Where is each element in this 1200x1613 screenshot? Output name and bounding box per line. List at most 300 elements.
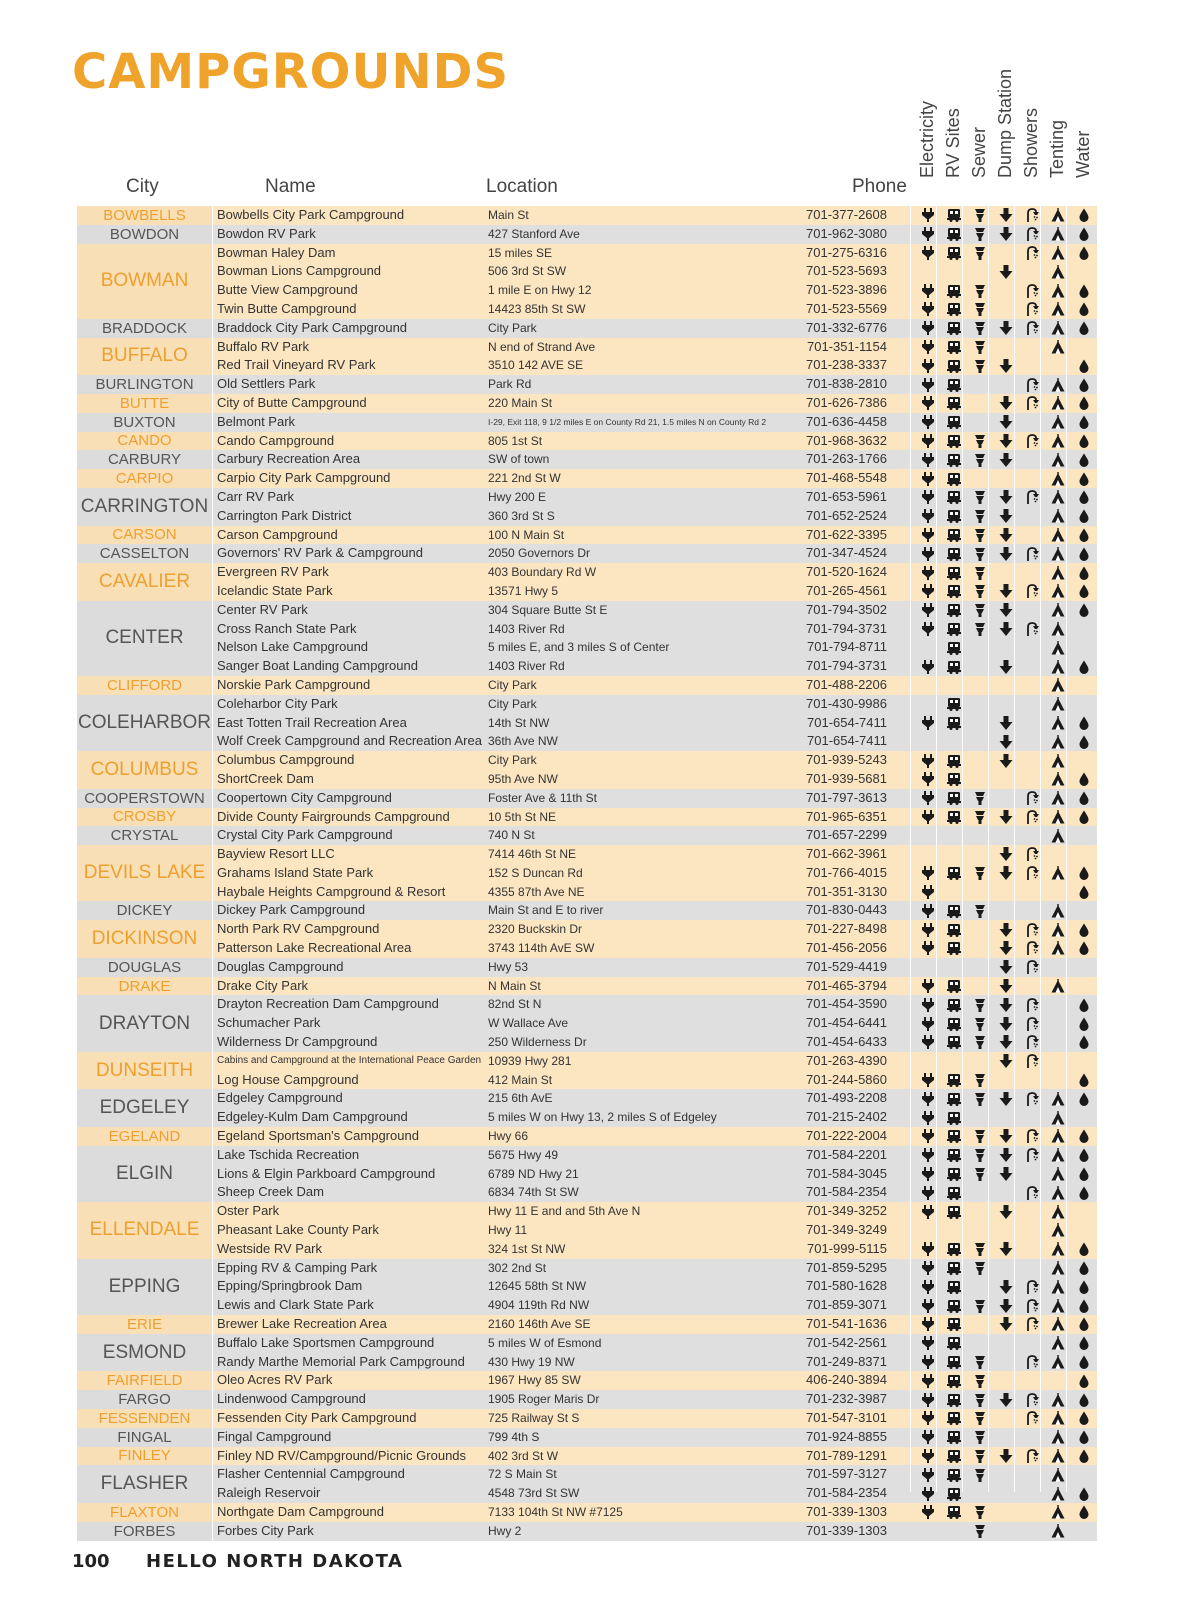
campground-name: Carson Campground (217, 526, 338, 542)
amenity-cell-showers (1019, 338, 1045, 357)
amenity-cell-rv-sites (941, 1390, 967, 1409)
amenity-cell-sewer (967, 1334, 993, 1353)
plug-icon (921, 284, 935, 298)
plug-icon (921, 566, 935, 580)
sewer-icon (973, 1035, 987, 1049)
amenity-cell-water (1071, 1052, 1097, 1071)
table-row (213, 1371, 1097, 1390)
campground-phone: 701-523-3896 (806, 282, 887, 298)
dump-arrow-icon (999, 735, 1013, 749)
amenity-cell-water (1071, 845, 1097, 864)
amenity-cell-sewer (967, 1296, 993, 1315)
amenity-cell-showers (1019, 319, 1045, 338)
table-row (213, 789, 1097, 808)
city-group (77, 1052, 1097, 1090)
amenity-cell-electricity (915, 244, 941, 263)
table-row (213, 488, 1097, 507)
amenity-cell-tenting (1045, 206, 1071, 225)
amenity-cell-showers (1019, 1221, 1045, 1240)
campground-phone: 701-541-1636 (806, 1316, 887, 1332)
amenity-cell-tenting (1045, 808, 1071, 827)
table-row (213, 356, 1097, 375)
amenity-cell-sewer (967, 563, 993, 582)
amenity-cell-dump-station (993, 1503, 1019, 1522)
amenity-cell-dump-station (993, 1353, 1019, 1372)
amenity-cell-sewer (967, 526, 993, 545)
city-group (77, 1334, 1097, 1372)
plug-icon (921, 1035, 935, 1049)
amenity-cell-electricity (915, 770, 941, 789)
amenity-cell-dump-station (993, 864, 1019, 883)
dump-arrow-icon (999, 1393, 1013, 1407)
amenity-cell-tenting (1045, 901, 1071, 920)
amenity-cell-dump-station (993, 1296, 1019, 1315)
amenity-cell-sewer (967, 1165, 993, 1184)
amenity-cell-tenting (1045, 281, 1071, 300)
amenity-cell-showers (1019, 1259, 1045, 1278)
sewer-icon (973, 1355, 987, 1369)
tent-icon (1051, 396, 1065, 410)
water-drop-icon (1077, 547, 1091, 561)
campground-name: Wilderness Dr Campground (217, 1034, 378, 1050)
plug-icon (921, 1299, 935, 1313)
amenity-cell-electricity (915, 394, 941, 413)
campground-location: 2160 146th Ave SE (488, 1317, 591, 1332)
amenity-cell-sewer (967, 319, 993, 338)
city-group (77, 695, 1097, 751)
campground-location: 6789 ND Hwy 21 (488, 1166, 579, 1181)
amenity-cell-sewer (967, 901, 993, 920)
rv-icon (947, 697, 961, 711)
amenity-cell-electricity (915, 375, 941, 394)
amenity-cell-tenting (1045, 883, 1071, 902)
sewer-icon (973, 1505, 987, 1519)
campground-location: 12645 58th St NW (488, 1279, 587, 1294)
amenity-cell-sewer (967, 225, 993, 244)
amenity-cell-rv-sites (941, 206, 967, 225)
campground-location: 304 Square Butte St E (488, 602, 608, 617)
tent-icon (1051, 979, 1065, 993)
amenity-cell-showers (1019, 695, 1045, 714)
amenity-cell-rv-sites (941, 356, 967, 375)
dump-arrow-icon (999, 396, 1013, 410)
shower-icon (1025, 490, 1039, 504)
amenity-cell-electricity (915, 1277, 941, 1296)
amenity-cell-sewer (967, 300, 993, 319)
amenity-cell-sewer (967, 920, 993, 939)
plug-icon (921, 396, 935, 410)
city-name: BOWBELLS (77, 206, 212, 225)
amenity-cell-rv-sites (941, 714, 967, 733)
campground-name: Sheep Creek Dam (217, 1184, 324, 1200)
tent-icon (1051, 1167, 1065, 1181)
sewer-icon (973, 566, 987, 580)
amenity-cell-dump-station (993, 262, 1019, 281)
rv-icon (947, 1017, 961, 1031)
amenity-cell-tenting (1045, 1503, 1071, 1522)
amenity-cell-tenting (1045, 488, 1071, 507)
water-drop-icon (1077, 208, 1091, 222)
shower-icon (1025, 1035, 1039, 1049)
city-name: DEVILS LAKE (77, 845, 212, 901)
city-name: BOWMAN (77, 244, 212, 319)
amenity-cell-tenting (1045, 1089, 1071, 1108)
shower-icon (1025, 434, 1039, 448)
amenity-cell-sewer (967, 1202, 993, 1221)
campground-location: 2320 Buckskin Dr (488, 922, 583, 937)
amenity-cell-water (1071, 375, 1097, 394)
amenity-cell-tenting (1045, 563, 1071, 582)
plug-icon (921, 472, 935, 486)
amenity-cell-electricity (915, 319, 941, 338)
water-drop-icon (1077, 1035, 1091, 1049)
column-divider (988, 206, 989, 1492)
amenity-cell-sewer (967, 826, 993, 845)
campground-location: 215 6th AvE (488, 1091, 553, 1106)
plug-icon (921, 1148, 935, 1162)
amenity-cell-tenting (1045, 1146, 1071, 1165)
amenity-cell-water (1071, 1202, 1097, 1221)
amenity-cell-rv-sites (941, 300, 967, 319)
amenity-cell-water (1071, 1277, 1097, 1296)
tent-icon (1051, 227, 1065, 241)
tent-icon (1051, 772, 1065, 786)
campground-location: 4904 119th Rd NW (488, 1298, 590, 1313)
table-row (213, 1183, 1097, 1202)
amenity-cell-dump-station (993, 995, 1019, 1014)
plug-icon (921, 359, 935, 373)
dump-arrow-icon (999, 979, 1013, 993)
amenity-cell-rv-sites (941, 901, 967, 920)
tent-icon (1051, 1317, 1065, 1331)
campground-name: Nelson Lake Campground (217, 639, 369, 655)
amenity-cell-showers (1019, 507, 1045, 526)
amenity-cell-dump-station (993, 413, 1019, 432)
dump-arrow-icon (999, 754, 1013, 768)
plug-icon (921, 340, 935, 354)
city-name: FLASHER (77, 1465, 212, 1503)
amenity-cell-dump-station (993, 507, 1019, 526)
amenity-cell-electricity (915, 225, 941, 244)
shower-icon (1025, 396, 1039, 410)
sewer-icon (973, 453, 987, 467)
amenity-cell-showers (1019, 356, 1045, 375)
table-row (213, 1390, 1097, 1409)
water-drop-icon (1077, 415, 1091, 429)
plug-icon (921, 791, 935, 805)
amenity-cell-tenting (1045, 356, 1071, 375)
amenity-cell-showers (1019, 281, 1045, 300)
city-name: ERIE (77, 1315, 212, 1334)
sewer-icon (973, 1468, 987, 1482)
rv-icon (947, 584, 961, 598)
dump-arrow-icon (999, 1148, 1013, 1162)
amenity-cell-water (1071, 770, 1097, 789)
amenity-cell-showers (1019, 657, 1045, 676)
table-row (213, 638, 1097, 657)
water-drop-icon (1077, 1280, 1091, 1294)
city-group (77, 563, 1097, 601)
campground-location: 5675 Hwy 49 (488, 1147, 559, 1162)
plug-icon (921, 716, 935, 730)
amenity-cell-water (1071, 638, 1097, 657)
campground-location: 221 2nd St W (488, 471, 561, 486)
campground-phone: 701-377-2608 (806, 207, 887, 222)
table-row (213, 1503, 1097, 1522)
shower-icon (1025, 923, 1039, 937)
campground-name: Center RV Park (217, 601, 308, 617)
amenity-cell-dump-station (993, 939, 1019, 958)
city-group (77, 1522, 1097, 1541)
amenity-cell-tenting (1045, 1334, 1071, 1353)
campground-name: Grahams Island State Park (217, 864, 374, 880)
city-name: BUXTON (77, 413, 212, 432)
amenity-cell-showers (1019, 432, 1045, 451)
plug-icon (921, 509, 935, 523)
dump-arrow-icon (999, 321, 1013, 335)
shower-icon (1025, 1355, 1039, 1369)
amenity-cell-showers (1019, 1146, 1045, 1165)
campground-phone: 701-654-7411 (807, 714, 887, 730)
amenity-cell-showers (1019, 845, 1045, 864)
amenity-cell-showers (1019, 676, 1045, 695)
water-drop-icon (1077, 1148, 1091, 1162)
amenity-cell-water (1071, 901, 1097, 920)
amenity-cell-electricity (915, 526, 941, 545)
rv-icon (947, 1487, 961, 1501)
campground-location: 1403 River Rd (488, 659, 565, 674)
campground-phone: 701-838-2810 (806, 376, 887, 392)
amenity-cell-water (1071, 676, 1097, 695)
sewer-icon (973, 1299, 987, 1313)
amenity-cell-dump-station (993, 1334, 1019, 1353)
amenity-cell-tenting (1045, 432, 1071, 451)
water-drop-icon (1077, 735, 1091, 749)
tent-icon (1051, 1505, 1065, 1519)
sewer-icon (973, 1393, 987, 1407)
campground-location: City Park (488, 320, 537, 335)
shower-icon (1025, 791, 1039, 805)
rv-icon (947, 1336, 961, 1350)
amenity-cell-water (1071, 808, 1097, 827)
amenity-cell-tenting (1045, 526, 1071, 545)
amenity-cell-electricity (915, 1390, 941, 1409)
tent-icon (1051, 1411, 1065, 1425)
campground-name: Westside RV Park (217, 1240, 323, 1256)
city-name: FAIRFIELD (77, 1371, 212, 1390)
amenity-cell-electricity (915, 920, 941, 939)
campground-name: Edgeley-Kulm Dam Campground (217, 1109, 408, 1125)
dump-arrow-icon (999, 603, 1013, 617)
amenity-cell-water (1071, 657, 1097, 676)
table-row (213, 1033, 1097, 1052)
campground-phone: 701-924-8855 (806, 1428, 887, 1444)
campground-phone: 701-347-4524 (806, 545, 887, 561)
amenity-cell-water (1071, 1089, 1097, 1108)
campground-phone: 701-520-1624 (806, 564, 887, 580)
dump-arrow-icon (999, 1242, 1013, 1256)
amenity-cell-rv-sites (941, 1033, 967, 1052)
water-drop-icon (1077, 772, 1091, 786)
plug-icon (921, 1111, 935, 1125)
amenity-cell-tenting (1045, 394, 1071, 413)
amenity-cell-electricity (915, 1334, 941, 1353)
city-name: CANDO (77, 432, 212, 451)
amenity-cell-tenting (1045, 469, 1071, 488)
amenity-cell-dump-station (993, 901, 1019, 920)
campground-location: W Wallace Ave (488, 1016, 569, 1031)
amenity-cell-tenting (1045, 995, 1071, 1014)
rv-icon (947, 622, 961, 636)
tent-icon (1051, 866, 1065, 880)
city-group (77, 995, 1097, 1051)
city-name: CROSBY (77, 808, 212, 827)
rv-icon (947, 1430, 961, 1444)
rv-icon (947, 227, 961, 241)
amenity-cell-dump-station (993, 845, 1019, 864)
amenity-cell-showers (1019, 1202, 1045, 1221)
sewer-icon (973, 340, 987, 354)
city-group (77, 338, 1097, 376)
campground-phone: 701-794-3502 (806, 601, 887, 617)
amenity-cell-showers (1019, 244, 1045, 263)
table-row (213, 958, 1097, 977)
amenity-cell-rv-sites (941, 601, 967, 620)
dump-arrow-icon (999, 810, 1013, 824)
amenity-cell-electricity (915, 939, 941, 958)
amenity-cell-sewer (967, 657, 993, 676)
amenity-cell-rv-sites (941, 751, 967, 770)
plug-icon (921, 1487, 935, 1501)
amenity-cell-tenting (1045, 1522, 1071, 1541)
amenity-cell-sewer (967, 1390, 993, 1409)
amenity-cell-dump-station (993, 1071, 1019, 1090)
rv-icon (947, 302, 961, 316)
shower-icon (1025, 284, 1039, 298)
city-name: DUNSEITH (77, 1052, 212, 1090)
campground-location: Main St (488, 208, 529, 222)
city-group (77, 319, 1097, 338)
amenity-cell-dump-station (993, 244, 1019, 263)
dump-arrow-icon (999, 227, 1013, 241)
amenity-cell-showers (1019, 638, 1045, 657)
campground-location: 3743 114th AvE SW (488, 941, 595, 956)
campground-phone: 701-794-8711 (807, 639, 887, 655)
plug-icon (921, 547, 935, 561)
table-row (213, 1146, 1097, 1165)
table-row (213, 770, 1097, 789)
tent-icon (1051, 584, 1065, 598)
amenity-cell-showers (1019, 375, 1045, 394)
rv-icon (947, 1317, 961, 1331)
amenity-cell-tenting (1045, 770, 1071, 789)
amenity-cell-tenting (1045, 1071, 1071, 1090)
amenity-cell-sewer (967, 450, 993, 469)
campground-name: Twin Butte Campground (217, 300, 357, 316)
city-name: CARRINGTON (77, 488, 212, 526)
dump-arrow-icon (999, 509, 1013, 523)
campground-location: 5 miles W of Esmond (488, 1335, 602, 1350)
amenity-cell-dump-station (993, 977, 1019, 996)
dump-arrow-icon (999, 1280, 1013, 1294)
shower-icon (1025, 960, 1039, 974)
column-divider (962, 206, 963, 1492)
amenity-cell-rv-sites (941, 582, 967, 601)
water-drop-icon (1077, 1317, 1091, 1331)
amenity-cell-water (1071, 1409, 1097, 1428)
amenity-cell-electricity (915, 1296, 941, 1315)
water-drop-icon (1077, 453, 1091, 467)
amenity-cell-electricity (915, 601, 941, 620)
campground-name: Evergreen RV Park (217, 564, 329, 580)
amenity-cell-showers (1019, 488, 1045, 507)
amenity-cell-showers (1019, 1371, 1045, 1390)
amenity-cell-sewer (967, 1108, 993, 1127)
campground-phone: 701-999-5115 (807, 1240, 887, 1256)
campground-name: Cando Campground (217, 432, 335, 448)
table-row (213, 1428, 1097, 1447)
amenity-cell-showers (1019, 1503, 1045, 1522)
amenity-cell-dump-station (993, 526, 1019, 545)
campground-name: Wolf Creek Campground and Recreation Area (217, 733, 482, 749)
sewer-icon (973, 302, 987, 316)
rv-icon (947, 772, 961, 786)
amenity-cell-sewer (967, 1353, 993, 1372)
amenity-cell-sewer (967, 1447, 993, 1466)
city-name: CAVALIER (77, 563, 212, 601)
amenity-header-sewer (965, 126, 991, 199)
amenity-cell-rv-sites (941, 319, 967, 338)
sewer-icon (973, 208, 987, 222)
campground-phone: 701-222-2004 (806, 1128, 887, 1144)
amenity-cell-tenting (1045, 1371, 1071, 1390)
campground-location: 1 mile E on Hwy 12 (488, 283, 592, 298)
campground-phone: 701-662-3961 (806, 846, 887, 862)
amenity-cell-showers (1019, 789, 1045, 808)
sewer-icon (973, 1017, 987, 1031)
table-row (213, 262, 1097, 281)
water-drop-icon (1077, 1092, 1091, 1106)
amenity-cell-tenting (1045, 1202, 1071, 1221)
amenity-cell-sewer (967, 469, 993, 488)
amenity-cell-electricity (915, 1108, 941, 1127)
amenity-cell-tenting (1045, 1409, 1071, 1428)
amenity-cell-showers (1019, 1447, 1045, 1466)
rv-icon (947, 1468, 961, 1482)
campground-location: 360 3rd St S (488, 508, 555, 523)
city-group (77, 1127, 1097, 1146)
plug-icon (921, 246, 935, 260)
campground-phone: 701-454-3590 (806, 996, 887, 1012)
amenity-cell-water (1071, 1183, 1097, 1202)
rv-icon (947, 1505, 961, 1519)
city-group (77, 958, 1097, 977)
plug-icon (921, 941, 935, 955)
tent-icon (1051, 904, 1065, 918)
campground-phone: 701-962-3080 (806, 225, 887, 241)
plug-icon (921, 453, 935, 467)
city-name: DOUGLAS (77, 958, 212, 977)
sewer-icon (973, 227, 987, 241)
amenity-cell-showers (1019, 563, 1045, 582)
campground-location: 10939 Hwy 281 (488, 1053, 572, 1068)
amenity-cell-rv-sites (941, 808, 967, 827)
campground-location: 100 N Main St (488, 527, 565, 542)
rv-icon (947, 1242, 961, 1256)
column-divider (910, 206, 911, 1492)
campground-phone: 701-488-2206 (806, 676, 887, 692)
amenity-cell-electricity (915, 808, 941, 827)
